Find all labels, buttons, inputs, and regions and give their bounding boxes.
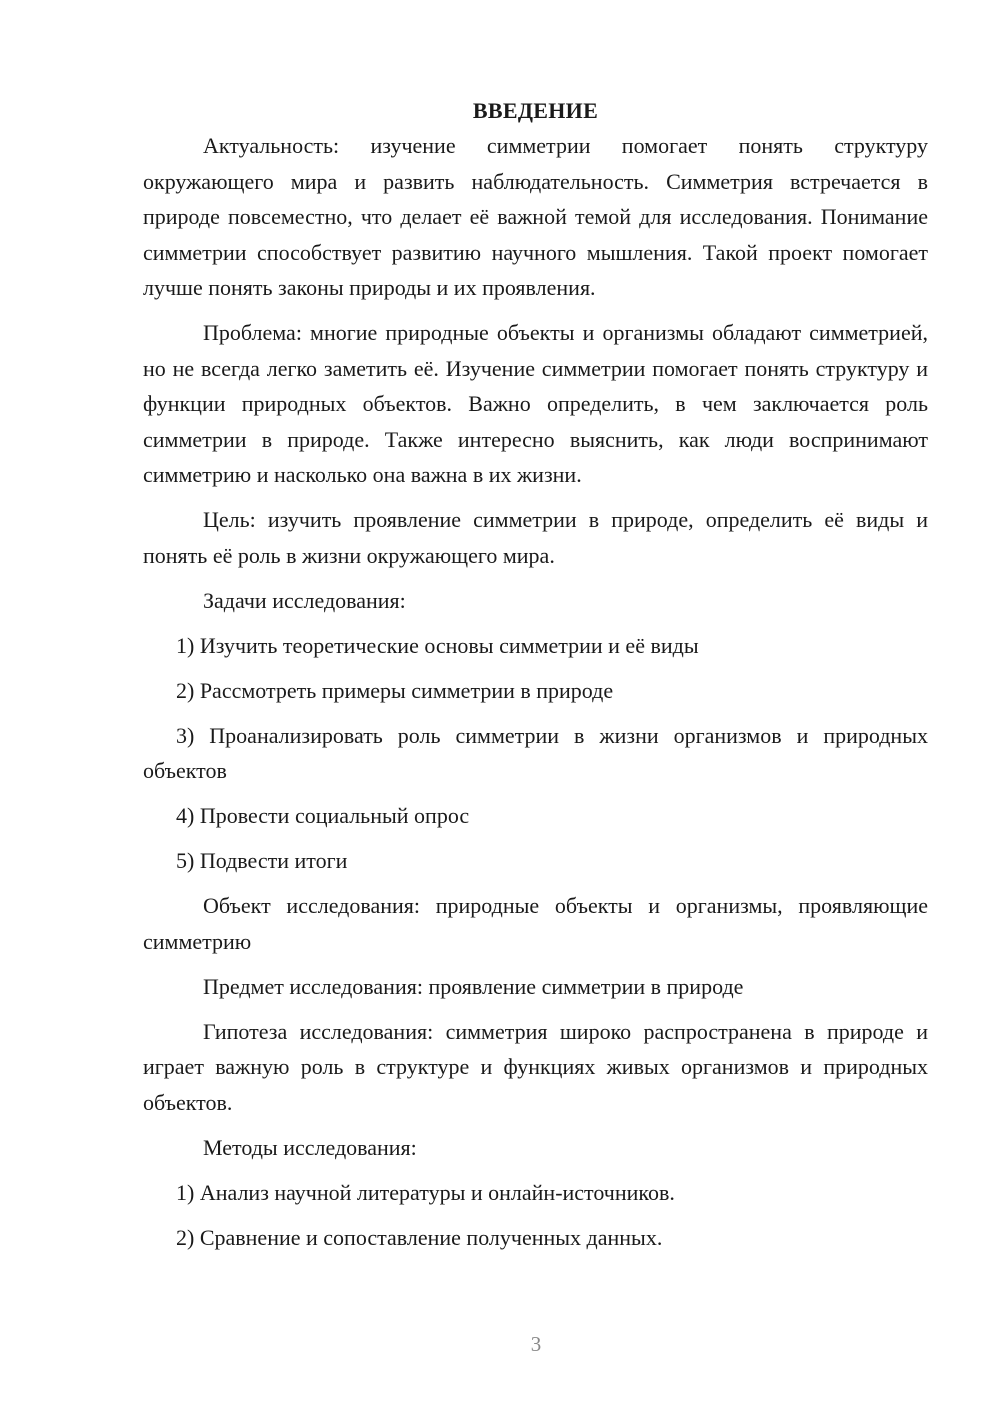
task-item-2: 2) Рассмотреть примеры симметрии в природе [176, 677, 614, 703]
task-item-3: 3) Проанализировать роль симметрии в жизни организмов и природных объектов [143, 722, 928, 783]
tasks-heading: Задачи исследования: [203, 587, 406, 613]
task-item-1: 1) Изучить теоретические основы симметрии и её виды [176, 632, 699, 658]
method-item-1: 1) Анализ научной литературы и онлайн-источников. [176, 1179, 675, 1205]
paragraph-problem: Проблема: многие природные объекты и организмы обладают симметрией, но не всегда легко заметить её. Изучение симметрии помогает понять структуру и функции природных объектов. Важно определить, в чем заключается роль симметрии в природе. Также интересно выяснить, как люди воспринимают симметрию и насколько она важна в их жизни. [143, 320, 928, 487]
paragraph-object: Объект исследования: природные объекты и организмы, проявляющие симметрию [143, 893, 928, 954]
page-title: ВВЕДЕНИЕ [472, 98, 599, 123]
paragraph-relevance: Актуальность: изучение симметрии помогает понять структуру окружающего мира и развить наблюдательность. Симметрия встречается в природе повсеместно, что делает её важной темой для исследования. Понимание симметрии способствует развитию научного мышления. Такой проект помогает лучше понять законы природы и их проявления. [143, 133, 928, 300]
method-item-2: 2) Сравнение и сопоставление полученных данных. [176, 1224, 663, 1250]
document-page [143, 93, 928, 1265]
task-item-4: 4) Провести социальный опрос [176, 803, 470, 828]
paragraph-hypothesis: Гипотеза исследования: симметрия широко распространена в природе и играет важную роль в структуре и функциях живых организмов и природных объектов. [143, 1018, 928, 1115]
paragraph-goal: Цель: изучить проявление симметрии в природе, определить её виды и понять её роль в жизни окружающего мира. [143, 507, 928, 568]
methods-heading: Методы исследования: [203, 1134, 417, 1160]
page-number: 3 [530, 1332, 542, 1356]
task-item-5: 5) Подвести итоги [176, 848, 348, 873]
paragraph-subject: Предмет исследования: проявление симметрии в природе [203, 973, 744, 999]
